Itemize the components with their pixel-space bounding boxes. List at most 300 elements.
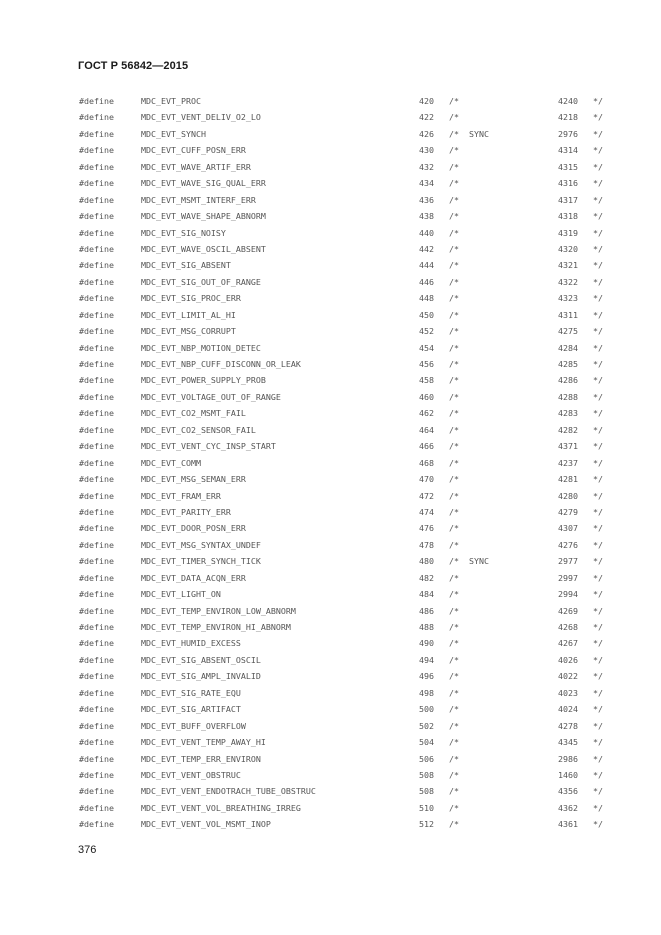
constant-value: 498: [419, 687, 434, 698]
define-row: [0, 769, 661, 785]
comment-close: */: [593, 227, 603, 238]
comment-code: 4307: [558, 523, 578, 534]
comment-open: /*: [449, 161, 459, 172]
comment-close: */: [593, 786, 603, 797]
define-row: [0, 358, 661, 374]
comment-open: /*: [449, 194, 459, 205]
define-directive: #define: [79, 457, 114, 468]
constant-value: 434: [419, 178, 434, 189]
comment-open: /*: [449, 408, 459, 419]
comment-code: 2994: [558, 589, 578, 600]
comment-close: */: [593, 276, 603, 287]
define-directive: #define: [79, 490, 114, 501]
define-row: [0, 161, 661, 177]
define-directive: #define: [79, 638, 114, 649]
constant-name: MDC_EVT_DOOR_POSN_ERR: [141, 523, 246, 534]
comment-close: */: [593, 720, 603, 731]
constant-value: 506: [419, 753, 434, 764]
constant-value: 494: [419, 654, 434, 665]
constant-value: 450: [419, 309, 434, 320]
define-directive: #define: [79, 474, 114, 485]
comment-close: */: [593, 474, 603, 485]
comment-code: 4281: [558, 474, 578, 485]
define-row: [0, 720, 661, 736]
comment-close: */: [593, 539, 603, 550]
comment-code: 4321: [558, 260, 578, 271]
constant-name: MDC_EVT_VENT_DELIV_O2_LO: [141, 112, 261, 123]
constant-value: 440: [419, 227, 434, 238]
comment-close: */: [593, 704, 603, 715]
comment-close: */: [593, 605, 603, 616]
comment-open: /*: [449, 359, 459, 369]
comment-close: */: [593, 161, 603, 172]
constant-name: MDC_EVT_CO2_SENSOR_FAIL: [141, 424, 256, 435]
define-directive: #define: [79, 276, 114, 287]
comment-open: /*: [449, 556, 459, 567]
define-row: [0, 210, 661, 226]
comment-code: 4275: [558, 326, 578, 337]
comment-close: */: [593, 391, 603, 402]
comment-open: /*: [449, 128, 459, 139]
define-directive: #define: [79, 128, 114, 139]
constant-value: 430: [419, 145, 434, 156]
page-number: 376: [78, 844, 97, 856]
comment-close: */: [593, 359, 603, 369]
constant-value: 442: [419, 243, 434, 254]
define-directive: #define: [79, 720, 114, 731]
define-directive: #define: [79, 391, 114, 402]
constant-name: MDC_EVT_PROC: [141, 96, 201, 106]
comment-close: */: [593, 556, 603, 567]
comment-close: */: [593, 490, 603, 501]
define-row: [0, 703, 661, 719]
comment-close: */: [593, 211, 603, 222]
constant-name: MDC_EVT_CO2_MSMT_FAIL: [141, 408, 246, 419]
constant-value: 436: [419, 194, 434, 205]
define-row: [0, 539, 661, 555]
define-directive: #define: [79, 112, 114, 123]
constant-value: 480: [419, 556, 434, 567]
comment-open: /*: [449, 441, 459, 452]
constant-name: MDC_EVT_SIG_AMPL_INVALID: [141, 671, 261, 682]
constant-value: 466: [419, 441, 434, 452]
constant-value: 460: [419, 391, 434, 402]
comment-open: /*: [449, 309, 459, 320]
define-row: [0, 276, 661, 292]
comment-open: /*: [449, 671, 459, 682]
constant-name: MDC_EVT_MSG_SYNTAX_UNDEF: [141, 539, 261, 550]
constant-name: MDC_EVT_SIG_OUT_OF_RANGE: [141, 276, 261, 287]
comment-open: /*: [449, 638, 459, 649]
constant-value: 444: [419, 260, 434, 271]
comment-code: 4356: [558, 786, 578, 797]
define-directive: #define: [79, 145, 114, 156]
define-directive: #define: [79, 819, 114, 830]
page-header: ГОСТ Р 56842—2015: [78, 60, 189, 72]
define-directive: #define: [79, 424, 114, 435]
constant-name: MDC_EVT_VOLTAGE_OUT_OF_RANGE: [141, 391, 281, 402]
constant-name: MDC_EVT_MSG_CORRUPT: [141, 326, 236, 337]
constant-name: MDC_EVT_NBP_MOTION_DETEC: [141, 342, 261, 353]
constant-name: MDC_EVT_NBP_CUFF_DISCONN_OR_LEAK: [141, 359, 301, 369]
constant-name: MDC_EVT_VENT_TEMP_AWAY_HI: [141, 737, 266, 748]
comment-close: */: [593, 293, 603, 304]
constant-value: 454: [419, 342, 434, 353]
define-row: [0, 128, 661, 144]
constant-name: MDC_EVT_SIG_ABSENT_OSCIL: [141, 654, 261, 665]
define-directive: #define: [79, 309, 114, 320]
define-row: [0, 407, 661, 423]
comment-note: SYNC: [469, 556, 489, 567]
define-row: [0, 736, 661, 752]
comment-code: 1460: [558, 769, 578, 780]
comment-close: */: [593, 753, 603, 764]
define-directive: #define: [79, 441, 114, 452]
comment-close: */: [593, 375, 603, 386]
comment-close: */: [593, 424, 603, 435]
comment-close: */: [593, 441, 603, 452]
comment-close: */: [593, 128, 603, 139]
define-row: [0, 818, 661, 834]
comment-code: 4314: [558, 145, 578, 156]
define-row: [0, 292, 661, 308]
constant-value: 504: [419, 737, 434, 748]
comment-close: */: [593, 638, 603, 649]
comment-close: */: [593, 622, 603, 632]
constant-value: 502: [419, 720, 434, 731]
constant-name: MDC_EVT_VENT_CYC_INSP_START: [141, 441, 276, 452]
define-directive: #define: [79, 161, 114, 172]
define-directive: #define: [79, 375, 114, 386]
comment-open: /*: [449, 260, 459, 271]
constant-name: MDC_EVT_LIGHT_ON: [141, 589, 221, 600]
define-directive: #define: [79, 243, 114, 254]
constant-value: 474: [419, 506, 434, 517]
comment-code: 4024: [558, 704, 578, 715]
define-directive: #define: [79, 359, 114, 369]
comment-open: /*: [449, 802, 459, 813]
define-directive: #define: [79, 539, 114, 550]
constant-name: MDC_EVT_SYNCH: [141, 128, 206, 139]
constant-name: MDC_EVT_VENT_VOL_BREATHING_IRREG: [141, 802, 301, 813]
comment-code: 4026: [558, 654, 578, 665]
comment-open: /*: [449, 539, 459, 550]
define-row: [0, 522, 661, 538]
comment-open: /*: [449, 326, 459, 337]
define-directive: #define: [79, 96, 114, 106]
constant-value: 470: [419, 474, 434, 485]
comment-open: /*: [449, 474, 459, 485]
comment-open: /*: [449, 112, 459, 123]
comment-close: */: [593, 671, 603, 682]
comment-open: /*: [449, 506, 459, 517]
comment-open: /*: [449, 342, 459, 353]
constant-name: MDC_EVT_LIMIT_AL_HI: [141, 309, 236, 320]
define-directive: #define: [79, 786, 114, 797]
comment-open: /*: [449, 457, 459, 468]
define-row: [0, 753, 661, 769]
constant-name: MDC_EVT_SIG_ARTIFACT: [141, 704, 241, 715]
comment-open: /*: [449, 523, 459, 534]
comment-code: 4276: [558, 539, 578, 550]
define-directive: #define: [79, 622, 114, 632]
constant-value: 456: [419, 359, 434, 369]
comment-code: 4283: [558, 408, 578, 419]
comment-close: */: [593, 309, 603, 320]
constant-name: MDC_EVT_COMM: [141, 457, 201, 468]
comment-code: 4318: [558, 211, 578, 222]
comment-open: /*: [449, 720, 459, 731]
constant-name: MDC_EVT_VENT_OBSTRUC: [141, 769, 241, 780]
constant-value: 500: [419, 704, 434, 715]
comment-code: 4288: [558, 391, 578, 402]
comment-close: */: [593, 243, 603, 254]
define-row: [0, 802, 661, 818]
define-row: [0, 325, 661, 341]
constant-name: MDC_EVT_TEMP_ERR_ENVIRON: [141, 753, 261, 764]
comment-open: /*: [449, 737, 459, 748]
define-row: [0, 440, 661, 456]
constant-value: 496: [419, 671, 434, 682]
define-row: [0, 144, 661, 160]
comment-code: 4240: [558, 96, 578, 106]
comment-close: */: [593, 572, 603, 583]
constant-name: MDC_EVT_WAVE_OSCIL_ABSENT: [141, 243, 266, 254]
comment-code: 2997: [558, 572, 578, 583]
constant-name: MDC_EVT_DATA_ACQN_ERR: [141, 572, 246, 583]
comment-code: 4322: [558, 276, 578, 287]
comment-open: /*: [449, 819, 459, 830]
define-directive: #define: [79, 605, 114, 616]
define-row: [0, 654, 661, 670]
comment-open: /*: [449, 490, 459, 501]
define-row: [0, 342, 661, 358]
constant-value: 508: [419, 769, 434, 780]
constant-value: 508: [419, 786, 434, 797]
define-directive: #define: [79, 589, 114, 600]
comment-open: /*: [449, 424, 459, 435]
comment-open: /*: [449, 96, 459, 106]
define-row: [0, 473, 661, 489]
define-row: [0, 588, 661, 604]
define-directive: #define: [79, 326, 114, 337]
constant-value: 512: [419, 819, 434, 830]
constant-name: MDC_EVT_BUFF_OVERFLOW: [141, 720, 246, 731]
constant-value: 462: [419, 408, 434, 419]
constant-name: MDC_EVT_MSG_SEMAN_ERR: [141, 474, 246, 485]
constant-value: 432: [419, 161, 434, 172]
define-row: [0, 490, 661, 506]
comment-open: /*: [449, 375, 459, 386]
define-row: [0, 605, 661, 621]
define-directive: #define: [79, 506, 114, 517]
comment-close: */: [593, 260, 603, 271]
comment-open: /*: [449, 293, 459, 304]
constant-value: 484: [419, 589, 434, 600]
define-directive: #define: [79, 737, 114, 748]
comment-code: 4362: [558, 802, 578, 813]
comment-code: 4023: [558, 687, 578, 698]
comment-code: 4268: [558, 622, 578, 632]
comment-code: 4267: [558, 638, 578, 649]
comment-close: */: [593, 737, 603, 748]
comment-close: */: [593, 145, 603, 156]
define-row: [0, 506, 661, 522]
comment-code: 4317: [558, 194, 578, 205]
comment-open: /*: [449, 145, 459, 156]
comment-close: */: [593, 112, 603, 123]
define-row: [0, 572, 661, 588]
constant-name: MDC_EVT_TIMER_SYNCH_TICK: [141, 556, 261, 567]
define-row: [0, 374, 661, 390]
comment-open: /*: [449, 769, 459, 780]
constant-value: 438: [419, 211, 434, 222]
comment-open: /*: [449, 276, 459, 287]
define-row: [0, 391, 661, 407]
define-directive: #define: [79, 523, 114, 534]
comment-close: */: [593, 326, 603, 337]
comment-note: SYNC: [469, 128, 489, 139]
define-directive: #define: [79, 293, 114, 304]
define-row: [0, 555, 661, 571]
constant-name: MDC_EVT_SIG_NOISY: [141, 227, 226, 238]
define-row: [0, 111, 661, 127]
comment-close: */: [593, 457, 603, 468]
comment-open: /*: [449, 687, 459, 698]
constant-name: MDC_EVT_WAVE_SHAPE_ABNORM: [141, 211, 266, 222]
comment-open: /*: [449, 178, 459, 189]
constant-value: 486: [419, 605, 434, 616]
define-row: [0, 670, 661, 686]
define-row: [0, 424, 661, 440]
define-directive: #define: [79, 408, 114, 419]
comment-open: /*: [449, 704, 459, 715]
comment-code: 4311: [558, 309, 578, 320]
constant-name: MDC_EVT_WAVE_ARTIF_ERR: [141, 161, 251, 172]
comment-open: /*: [449, 753, 459, 764]
constant-value: 482: [419, 572, 434, 583]
constant-value: 452: [419, 326, 434, 337]
define-directive: #define: [79, 178, 114, 189]
define-directive: #define: [79, 556, 114, 567]
define-row: [0, 637, 661, 653]
comment-open: /*: [449, 605, 459, 616]
constant-name: MDC_EVT_CUFF_POSN_ERR: [141, 145, 246, 156]
constant-value: 420: [419, 96, 434, 106]
define-directive: #define: [79, 802, 114, 813]
comment-close: */: [593, 408, 603, 419]
comment-open: /*: [449, 572, 459, 583]
define-row: [0, 95, 661, 111]
define-row: [0, 309, 661, 325]
comment-close: */: [593, 769, 603, 780]
constant-name: MDC_EVT_SIG_PROC_ERR: [141, 293, 241, 304]
comment-code: 4022: [558, 671, 578, 682]
constant-name: MDC_EVT_TEMP_ENVIRON_HI_ABNORM: [141, 622, 291, 632]
define-directive: #define: [79, 654, 114, 665]
comment-close: */: [593, 589, 603, 600]
comment-open: /*: [449, 391, 459, 402]
comment-close: */: [593, 178, 603, 189]
constant-value: 488: [419, 622, 434, 632]
comment-close: */: [593, 342, 603, 353]
comment-open: /*: [449, 786, 459, 797]
comment-code: 4269: [558, 605, 578, 616]
comment-close: */: [593, 687, 603, 698]
define-row: [0, 785, 661, 801]
comment-open: /*: [449, 654, 459, 665]
define-row: [0, 621, 661, 637]
define-directive: #define: [79, 572, 114, 583]
comment-code: 4278: [558, 720, 578, 731]
constant-name: MDC_EVT_SIG_ABSENT: [141, 260, 231, 271]
constant-name: MDC_EVT_TEMP_ENVIRON_LOW_ABNORM: [141, 605, 296, 616]
constant-name: MDC_EVT_HUMID_EXCESS: [141, 638, 241, 649]
comment-code: 4286: [558, 375, 578, 386]
comment-code: 4280: [558, 490, 578, 501]
define-row: [0, 259, 661, 275]
comment-close: */: [593, 819, 603, 830]
define-row: [0, 243, 661, 259]
comment-open: /*: [449, 211, 459, 222]
comment-code: 4371: [558, 441, 578, 452]
comment-code: 4316: [558, 178, 578, 189]
define-directive: #define: [79, 227, 114, 238]
constant-name: MDC_EVT_VENT_ENDOTRACH_TUBE_OBSTRUC: [141, 786, 316, 797]
comment-close: */: [593, 506, 603, 517]
constant-name: MDC_EVT_VENT_VOL_MSMT_INOP: [141, 819, 271, 830]
define-directive: #define: [79, 260, 114, 271]
define-row: [0, 194, 661, 210]
define-directive: #define: [79, 342, 114, 353]
constant-name: MDC_EVT_FRAM_ERR: [141, 490, 221, 501]
define-row: [0, 177, 661, 193]
comment-close: */: [593, 654, 603, 665]
define-row: [0, 687, 661, 703]
comment-code: 4279: [558, 506, 578, 517]
comment-code: 4320: [558, 243, 578, 254]
define-directive: #define: [79, 769, 114, 780]
define-directive: #define: [79, 194, 114, 205]
constant-value: 446: [419, 276, 434, 287]
comment-close: */: [593, 802, 603, 813]
comment-open: /*: [449, 227, 459, 238]
comment-close: */: [593, 96, 603, 106]
comment-open: /*: [449, 589, 459, 600]
comment-code: 4315: [558, 161, 578, 172]
comment-code: 4285: [558, 359, 578, 369]
constant-value: 468: [419, 457, 434, 468]
comment-open: /*: [449, 622, 459, 632]
comment-code: 2977: [558, 556, 578, 567]
constant-value: 478: [419, 539, 434, 550]
define-listing: [0, 95, 661, 835]
constant-value: 458: [419, 375, 434, 386]
constant-name: MDC_EVT_PARITY_ERR: [141, 506, 231, 517]
comment-code: 4319: [558, 227, 578, 238]
comment-code: 4218: [558, 112, 578, 123]
constant-value: 448: [419, 293, 434, 304]
define-directive: #define: [79, 753, 114, 764]
constant-value: 422: [419, 112, 434, 123]
comment-code: 4345: [558, 737, 578, 748]
constant-name: MDC_EVT_POWER_SUPPLY_PROB: [141, 375, 266, 386]
constant-value: 426: [419, 128, 434, 139]
define-directive: #define: [79, 211, 114, 222]
define-row: [0, 227, 661, 243]
comment-code: 4282: [558, 424, 578, 435]
comment-code: 4284: [558, 342, 578, 353]
